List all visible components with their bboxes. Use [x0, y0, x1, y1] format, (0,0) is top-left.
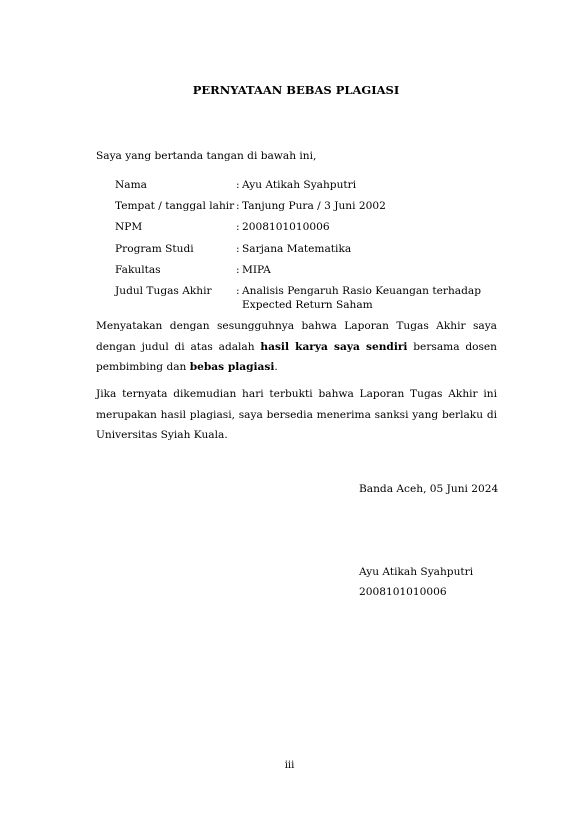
detail-label: NPM — [115, 221, 143, 234]
signature-npm: 2008101010006 — [359, 586, 447, 598]
page-title: PERNYATAAN BEBAS PLAGIASI — [192, 83, 400, 97]
detail-row-program — [115, 243, 505, 264]
detail-label: Program Studi — [115, 242, 194, 255]
detail-label: Fakultas — [115, 263, 161, 276]
detail-label: Tempat / tanggal lahir — [115, 200, 235, 213]
detail-value: 2008101010006 — [242, 221, 330, 234]
statement-text: Menyatakan dengan sesungguhnya bahwa Laporan Tugas Akhir saya dengan judul di atas adalah — [96, 320, 497, 353]
colon-separator: : — [236, 200, 240, 213]
detail-value-wrap — [236, 264, 505, 285]
detail-row-npm — [115, 221, 505, 242]
detail-label: Nama — [115, 179, 147, 191]
detail-value: Analisis Pengaruh Rasio Keuangan terhadap Expected Return Saham — [242, 284, 481, 311]
detail-value-wrap — [236, 179, 505, 200]
signature-place-date: Banda Aceh, 05 Juni 2024 — [359, 483, 499, 495]
detail-value-wrap — [236, 200, 505, 221]
sanction-paragraph: Jika ternyata dikemudian hari terbukti bahwa Laporan Tugas Akhir ini merupakan hasil plagiasi, saya bersedia menerima sanksi yang berlaku di Universitas Syiah Kuala. — [96, 388, 497, 441]
detail-value-wrap — [236, 243, 505, 264]
colon-separator: : — [236, 242, 240, 255]
detail-value: MIPA — [242, 263, 271, 276]
detail-row-birth — [115, 200, 505, 221]
detail-value: Sarjana Matematika — [242, 242, 352, 255]
signature-name: Ayu Atikah Syahputri — [359, 566, 474, 578]
colon-separator: : — [236, 263, 240, 276]
intro-text: Saya yang bertanda tangan di bawah ini, — [96, 150, 317, 162]
statement-bold-original-work: hasil karya saya sendiri — [260, 340, 408, 353]
colon-separator: : — [236, 284, 240, 297]
detail-value: Ayu Atikah Syahputri — [242, 179, 357, 191]
detail-value-wrap — [236, 221, 505, 242]
identity-details — [115, 179, 505, 315]
detail-label: Judul Tugas Akhir — [115, 284, 212, 297]
detail-row-thesis-title — [115, 285, 505, 315]
statement-paragraph — [96, 316, 497, 378]
detail-value-wrap — [236, 285, 505, 315]
statement-text: bersama dosen pembimbing dan — [96, 340, 498, 373]
page-number: iii — [284, 760, 295, 771]
statement-text: . — [274, 361, 278, 373]
colon-separator: : — [236, 221, 240, 234]
colon-separator: : — [236, 179, 240, 191]
detail-row-nama — [115, 179, 505, 200]
detail-row-faculty — [115, 264, 505, 285]
statement-bold-plagiarism-free: bebas plagiasi — [189, 361, 275, 373]
detail-value: Tanjung Pura / 3 Juni 2002 — [242, 200, 386, 213]
